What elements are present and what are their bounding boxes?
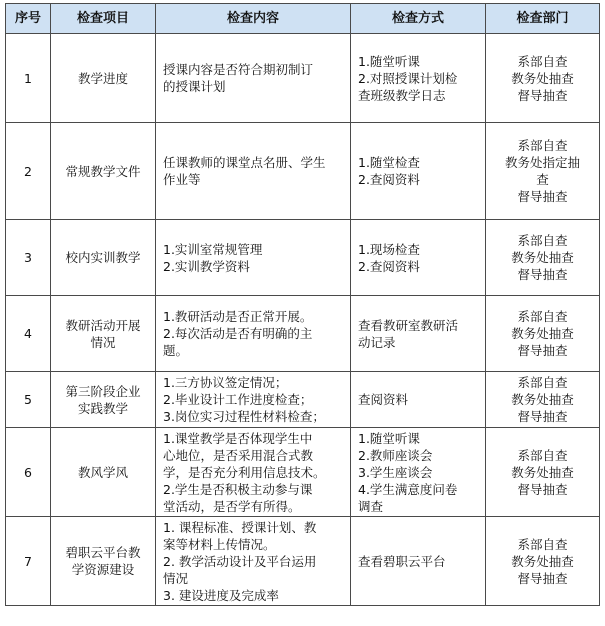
- header-dept: 检查部门: [486, 4, 600, 34]
- table-row: [6, 220, 600, 296]
- row-number: 4: [6, 296, 51, 372]
- header-item: 检查项目: [51, 4, 156, 34]
- table-row: [6, 517, 600, 606]
- check-method: 查看教研室教研活 动记录: [351, 296, 486, 372]
- inspection-table: [5, 3, 600, 606]
- header-no: 序号: [6, 4, 51, 34]
- check-method: 1.随堂检查 2.查阅资料: [351, 123, 486, 220]
- table-row: [6, 296, 600, 372]
- table-row: [6, 428, 600, 517]
- check-dept: 系部自查 教务处抽查 督导抽查: [486, 296, 600, 372]
- check-dept: 系部自查 教务处抽查 督导抽查: [486, 428, 600, 517]
- check-method: 查阅资料: [351, 372, 486, 428]
- row-number: 5: [6, 372, 51, 428]
- check-dept: 系部自查 教务处抽查 督导抽查: [486, 34, 600, 123]
- header-method: 检查方式: [351, 4, 486, 34]
- check-dept: 系部自查 教务处抽查 督导抽查: [486, 220, 600, 296]
- check-item: 校内实训教学: [51, 220, 156, 296]
- check-dept: 系部自查 教务处抽查 督导抽查: [486, 372, 600, 428]
- check-content: 1.教研活动是否正常开展。 2.每次活动是否有明确的主 题。: [156, 296, 351, 372]
- header-content: 检查内容: [156, 4, 351, 34]
- check-content: 任课教师的课堂点名册、学生 作业等: [156, 123, 351, 220]
- row-number: 1: [6, 34, 51, 123]
- row-number: 6: [6, 428, 51, 517]
- check-item: 教风学风: [51, 428, 156, 517]
- check-item: 教研活动开展 情况: [51, 296, 156, 372]
- check-content: 1.课堂教学是否体现学生中 心地位，是否采用混合式教 学，是否充分利用信息技术。 2.学生是否积极主动参与课 堂活动，是否学有所得。: [156, 428, 351, 517]
- check-content: 1.实训室常规管理 2.实训教学资料: [156, 220, 351, 296]
- header-row: [6, 4, 600, 34]
- check-method: 1.随堂听课 2.教师座谈会 3.学生座谈会 4.学生满意度问卷 调查: [351, 428, 486, 517]
- table-row: [6, 123, 600, 220]
- check-item: 第三阶段企业 实践教学: [51, 372, 156, 428]
- check-method: 1.随堂听课 2.对照授课计划检 查班级教学日志: [351, 34, 486, 123]
- check-item: 教学进度: [51, 34, 156, 123]
- row-number: 3: [6, 220, 51, 296]
- check-item: 常规教学文件: [51, 123, 156, 220]
- check-method: 1.现场检查 2.查阅资料: [351, 220, 486, 296]
- check-content: 1.三方协议签定情况； 2.毕业设计工作进度检查； 3.岗位实习过程性材料检查；: [156, 372, 351, 428]
- check-content: 授课内容是否符合期初制订 的授课计划: [156, 34, 351, 123]
- check-method: 查看碧职云平台: [351, 517, 486, 606]
- check-content: 1. 课程标准、授课计划、教 案等材料上传情况。 2. 教学活动设计及平台运用 情况 3. 建设进度及完成率: [156, 517, 351, 606]
- check-dept: 系部自查 教务处指定抽 查 督导抽查: [486, 123, 600, 220]
- check-item: 碧职云平台教 学资源建设: [51, 517, 156, 606]
- table-row: [6, 34, 600, 123]
- check-dept: 系部自查 教务处抽查 督导抽查: [486, 517, 600, 606]
- table-row: [6, 372, 600, 428]
- row-number: 7: [6, 517, 51, 606]
- row-number: 2: [6, 123, 51, 220]
